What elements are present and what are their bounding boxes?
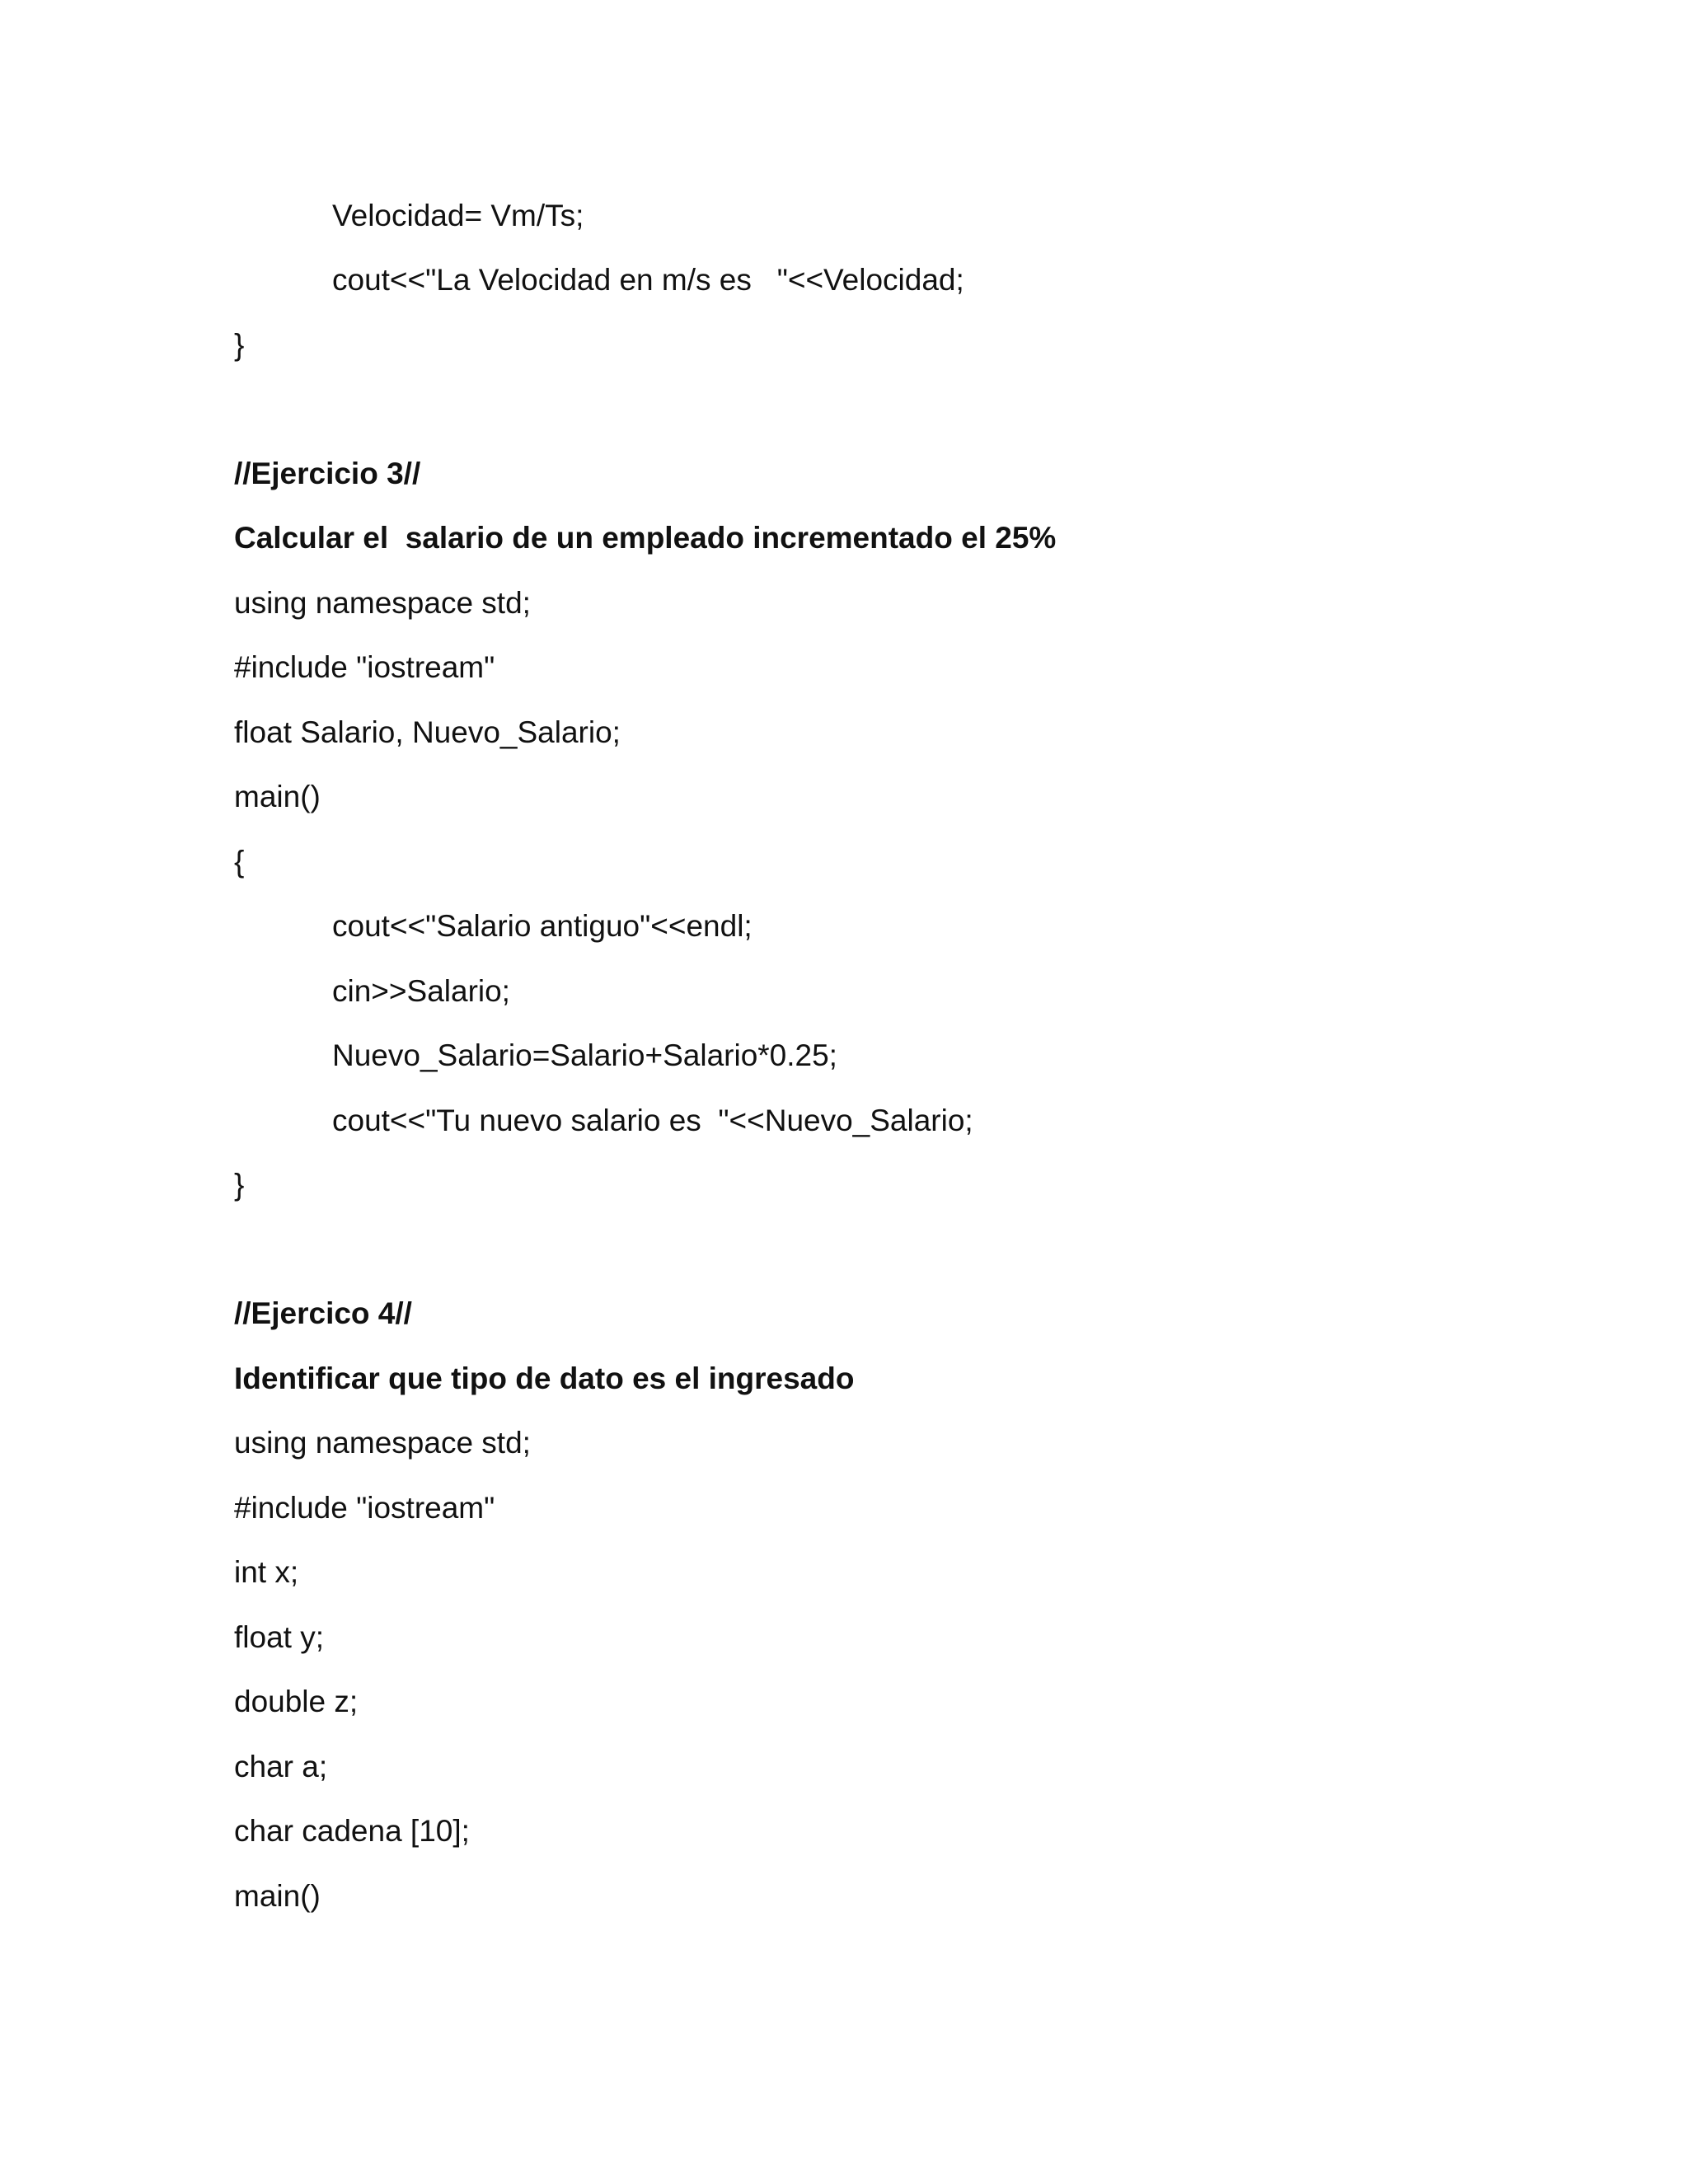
code-line: using namespace std; — [234, 586, 531, 620]
code-line: Velocidad= Vm/Ts; — [332, 199, 584, 232]
code-line: float y; — [234, 1620, 324, 1654]
code-line: main() — [234, 780, 321, 813]
code-line: #include "iostream" — [234, 650, 495, 684]
code-line: main() — [234, 1879, 321, 1913]
code-line: char a; — [234, 1750, 328, 1783]
code-line: Nuevo_Salario=Salario+Salario*0.25; — [332, 1038, 837, 1072]
code-line: } — [234, 328, 245, 362]
code-line: cout<<"Salario antiguo"<<endl; — [332, 909, 753, 943]
code-line: cin>>Salario; — [332, 974, 510, 1008]
code-line: cout<<"La Velocidad en m/s es "<<Velocidad; — [332, 263, 964, 297]
code-line: double z; — [234, 1685, 359, 1718]
section-4-comment: //Ejercico 4// — [234, 1296, 412, 1330]
code-line: char cadena [10]; — [234, 1814, 470, 1848]
code-line: float Salario, Nuevo_Salario; — [234, 715, 621, 749]
section-4-title: Identificar que tipo de dato es el ingresado — [234, 1361, 855, 1395]
code-line: } — [234, 1168, 245, 1202]
code-line: #include "iostream" — [234, 1491, 495, 1525]
code-line: { — [234, 845, 245, 879]
code-line: using namespace std; — [234, 1426, 531, 1460]
code-line: int x; — [234, 1555, 299, 1589]
section-3-title: Calcular el salario de un empleado incrementado el 25% — [234, 521, 1057, 555]
code-line: cout<<"Tu nuevo salario es "<<Nuevo_Salario; — [332, 1104, 973, 1137]
section-3-comment: //Ejercicio 3// — [234, 457, 421, 490]
